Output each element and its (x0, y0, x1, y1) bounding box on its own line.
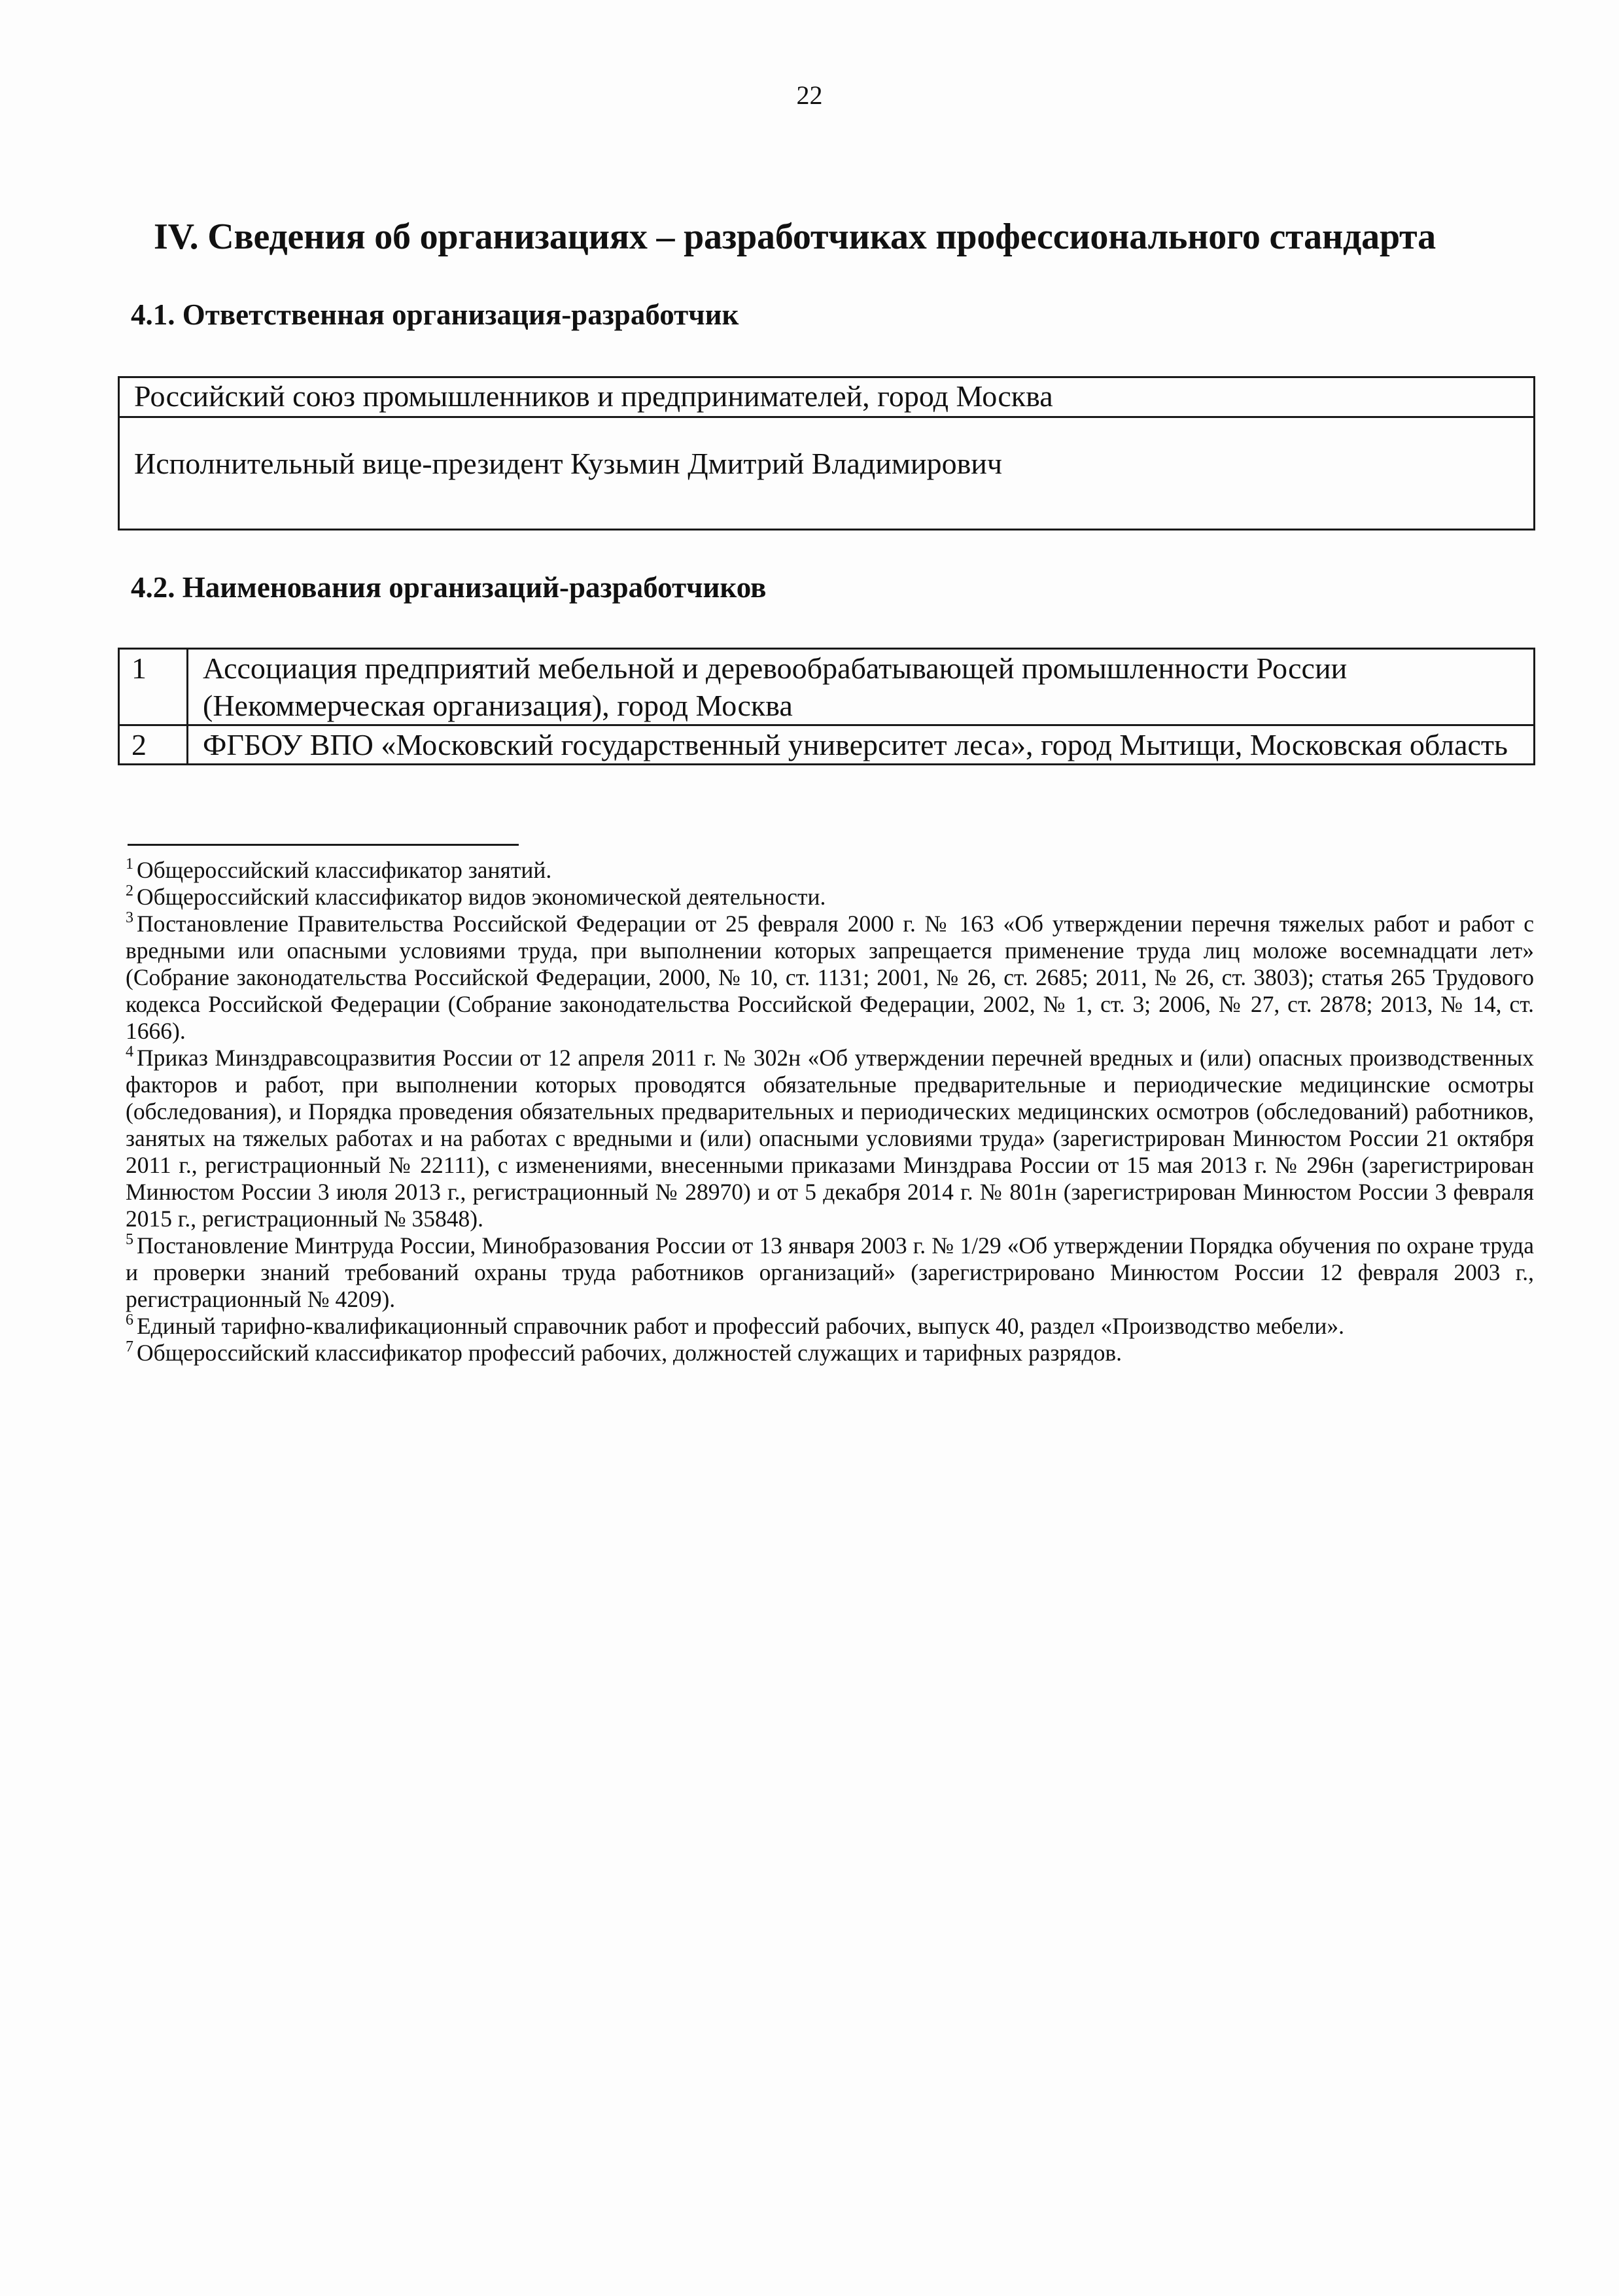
footnote (126, 857, 1534, 884)
page-number: 22 (796, 80, 823, 110)
footnote-mark: 4 (126, 1043, 133, 1060)
org-name: ФГБОУ ВПО «Московский государственный университет леса», город Мытищи, Московская область (188, 725, 1535, 765)
section-title: IV. Сведения об организациях – разработчиках профессионального стандарта (154, 217, 1436, 257)
developer-orgs-table (118, 648, 1535, 765)
footnote-divider (128, 844, 519, 846)
footnote-text: Постановление Минтруда России, Минобразования России от 13 января 2003 г. № 1/29 «Об утверждении Порядка обучения по охране труда и проверки знаний требований охраны труда работников организаций» (зарегистрировано Минюстом России 12 февраля 2003 г., регистрационный № 4209). (126, 1232, 1534, 1312)
responsible-org-heading: 4.1. Ответственная организация-разработчик (131, 298, 739, 331)
responsible-org-name: Российский союз промышленников и предпринимателей, город Москва (119, 377, 1535, 417)
footnote-mark: 1 (126, 856, 133, 873)
footnote-text: Общероссийский классификатор видов экономической деятельности. (137, 884, 826, 910)
footnote-text: Приказ Минздравсоцразвития России от 12 апреля 2011 г. № 302н «Об утверждении перечней вредных и (или) опасных производственных факторов и работ, при выполнении которых проводятся обязательные предварительные и периодические медицинские осмотры (обследования), и Порядка проведения обязательных предварительных и периодических медицинских осмотров (обследований) работников, занятых на тяжелых работах и на работах с вредными и (или) опасными условиями труда» (зарегистрирован Минюстом России 21 октября 2011 г., регистрационный № 22111), с изменениями, внесенными приказами Минздрава России от 15 мая 2013 г. № 296н (зарегистрирован Минюстом России 3 июля 2013 г., регистрационный № 28970) и от 5 декабря 2014 г. № 801н (зарегистрирован Минюстом России 3 февраля 2015 г., регистрационный № 35848). (126, 1045, 1534, 1232)
developer-orgs-heading: 4.2. Наименования организаций-разработчиков (131, 571, 767, 604)
footnote (126, 1313, 1534, 1340)
footnote-text: Общероссийский классификатор занятий. (137, 857, 552, 883)
footnote (126, 1232, 1534, 1313)
footnotes (126, 857, 1534, 1366)
footnote-mark: 2 (126, 882, 133, 899)
footnote-text: Постановление Правительства Российской Федерации от 25 февраля 2000 г. № 163 «Об утверждении перечня тяжелых работ и работ с вредными или опасными условиями труда, при выполнении которых запрещается применение труда лиц моложе восемнадцати лет» (Собрание законодательства Российской Федерации, 2000, № 10, ст. 1131; 2001, № 26, ст. 2685; 2011, № 26, ст. 3803); статья 265 Трудового кодекса Российской Федерации (Собрание законодательства Российской Федерации, 2002, № 1, ст. 3; 2006, № 27, ст. 2878; 2013, № 14, ст. 1666). (126, 911, 1534, 1044)
footnote-mark: 3 (126, 909, 133, 926)
row-number: 2 (119, 725, 188, 765)
footnote-text: Общероссийский классификатор профессий рабочих, должностей служащих и тарифных разрядов. (137, 1340, 1123, 1366)
footnote (126, 911, 1534, 1045)
table-row (119, 649, 1535, 725)
row-number: 1 (119, 649, 188, 725)
footnote-mark: 5 (126, 1231, 133, 1248)
org-name: Ассоциация предприятий мебельной и деревообрабатывающей промышленности России (Некоммерческая организация), город Москва (188, 649, 1535, 725)
responsible-org-table (118, 376, 1535, 531)
footnote-mark: 7 (126, 1338, 133, 1355)
table-row (119, 725, 1535, 765)
footnote-mark: 6 (126, 1312, 133, 1329)
footnote (126, 884, 1534, 911)
footnote (126, 1045, 1534, 1232)
footnote (126, 1340, 1534, 1366)
responsible-org-person: Исполнительный вице-президент Кузьмин Дмитрий Владимирович (119, 417, 1535, 530)
footnote-text: Единый тарифно-квалификационный справочник работ и профессий рабочих, выпуск 40, раздел «Производство мебели». (137, 1313, 1345, 1339)
